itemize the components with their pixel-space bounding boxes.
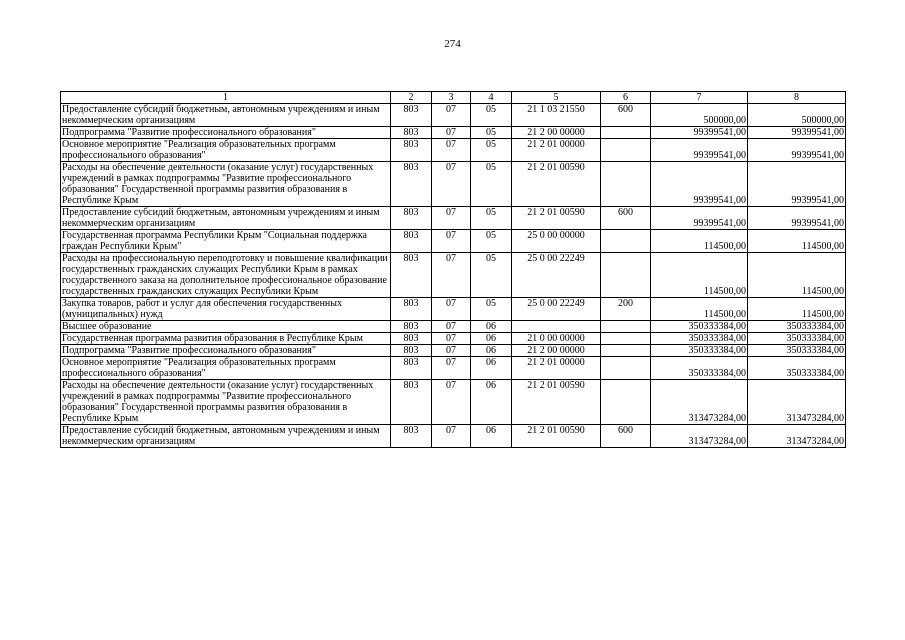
row-amount-cell: 313473284,00	[748, 425, 846, 448]
table-row	[61, 139, 846, 162]
row-code-cell: 803	[391, 380, 432, 425]
row-amount-cell: 500000,00	[748, 104, 846, 127]
row-code-cell	[601, 230, 651, 253]
row-amount-cell: 99399541,00	[651, 139, 748, 162]
table-row	[61, 345, 846, 357]
row-code-cell: 21 1 03 21550	[512, 104, 601, 127]
table-row	[61, 333, 846, 345]
row-code-cell	[601, 253, 651, 298]
table-row	[61, 425, 846, 448]
row-name-cell: Основное мероприятие "Реализация образовательных программ профессионального образования"	[61, 139, 391, 162]
row-name-cell: Подпрограмма "Развитие профессионального образования"	[61, 127, 391, 139]
row-amount-cell: 350333384,00	[651, 333, 748, 345]
row-amount-cell: 350333384,00	[748, 321, 846, 333]
row-amount-cell: 350333384,00	[748, 333, 846, 345]
row-code-cell: 06	[471, 333, 512, 345]
row-code-cell: 07	[432, 230, 471, 253]
table-row	[61, 380, 846, 425]
row-amount-cell: 313473284,00	[651, 425, 748, 448]
row-code-cell: 600	[601, 207, 651, 230]
row-code-cell	[512, 321, 601, 333]
row-code-cell: 05	[471, 127, 512, 139]
row-code-cell	[601, 127, 651, 139]
row-amount-cell: 114500,00	[748, 253, 846, 298]
row-code-cell: 05	[471, 162, 512, 207]
row-code-cell: 21 2 01 00590	[512, 425, 601, 448]
column-header: 2	[391, 92, 432, 104]
row-code-cell: 21 2 00 00000	[512, 345, 601, 357]
row-code-cell: 07	[432, 104, 471, 127]
row-name-cell: Закупка товаров, работ и услуг для обеспечения государственных (муниципальных) нужд	[61, 298, 391, 321]
row-name-cell: Расходы на профессиональную переподготовку и повышение квалификации государственных гражданских служащих Республики Крым в рамках государственного заказа на дополнительное профессиональное образование государственных гражданских служащих Республики Крым	[61, 253, 391, 298]
row-code-cell: 25 0 00 00000	[512, 230, 601, 253]
column-header: 6	[601, 92, 651, 104]
row-code-cell	[601, 162, 651, 207]
row-code-cell: 803	[391, 357, 432, 380]
row-code-cell	[601, 380, 651, 425]
row-name-cell: Основное мероприятие "Реализация образовательных программ профессионального образования"	[61, 357, 391, 380]
table-row	[61, 207, 846, 230]
row-code-cell: 06	[471, 357, 512, 380]
row-code-cell: 07	[432, 425, 471, 448]
row-amount-cell: 114500,00	[651, 298, 748, 321]
row-code-cell: 07	[432, 345, 471, 357]
table-row	[61, 127, 846, 139]
row-code-cell: 803	[391, 230, 432, 253]
table-row	[61, 357, 846, 380]
row-name-cell: Предоставление субсидий бюджетным, автономным учреждениям и иным некоммерческим организациям	[61, 425, 391, 448]
row-code-cell: 21 2 01 00590	[512, 207, 601, 230]
row-code-cell	[601, 333, 651, 345]
row-code-cell: 803	[391, 162, 432, 207]
row-name-cell: Высшее образование	[61, 321, 391, 333]
row-code-cell: 07	[432, 298, 471, 321]
row-code-cell: 803	[391, 333, 432, 345]
row-code-cell: 05	[471, 230, 512, 253]
row-code-cell: 07	[432, 139, 471, 162]
row-code-cell: 803	[391, 253, 432, 298]
table-row	[61, 162, 846, 207]
row-name-cell: Расходы на обеспечение деятельности (оказание услуг) государственных учреждений в рамках подпрограммы "Развитие профессионального образования" Государственной программы развития образования в Республике Крым	[61, 380, 391, 425]
row-code-cell	[601, 357, 651, 380]
row-code-cell: 21 2 01 00000	[512, 357, 601, 380]
row-code-cell: 600	[601, 425, 651, 448]
page-number: 274	[444, 38, 461, 50]
row-name-cell: Расходы на обеспечение деятельности (оказание услуг) государственных учреждений в рамках подпрограммы "Развитие профессионального образования" Государственной программы развития образования в Республике Крым	[61, 162, 391, 207]
row-amount-cell: 99399541,00	[651, 162, 748, 207]
row-code-cell: 21 2 01 00590	[512, 162, 601, 207]
row-amount-cell: 313473284,00	[748, 380, 846, 425]
row-amount-cell: 114500,00	[651, 230, 748, 253]
row-amount-cell: 350333384,00	[748, 357, 846, 380]
row-code-cell: 07	[432, 253, 471, 298]
row-name-cell: Государственная программа развития образования в Республике Крым	[61, 333, 391, 345]
row-code-cell	[601, 139, 651, 162]
row-code-cell: 803	[391, 425, 432, 448]
row-amount-cell: 350333384,00	[651, 345, 748, 357]
row-code-cell: 600	[601, 104, 651, 127]
row-amount-cell: 99399541,00	[748, 207, 846, 230]
column-header: 4	[471, 92, 512, 104]
row-amount-cell: 99399541,00	[651, 207, 748, 230]
row-code-cell: 07	[432, 321, 471, 333]
row-name-cell: Государственная программа Республики Крым "Социальная поддержка граждан Республики Крым"	[61, 230, 391, 253]
table-row	[61, 230, 846, 253]
column-header: 3	[432, 92, 471, 104]
row-amount-cell: 99399541,00	[748, 139, 846, 162]
row-name-cell: Предоставление субсидий бюджетным, автономным учреждениям и иным некоммерческим организациям	[61, 207, 391, 230]
column-header: 7	[651, 92, 748, 104]
row-code-cell: 05	[471, 253, 512, 298]
row-code-cell	[601, 321, 651, 333]
row-code-cell: 07	[432, 127, 471, 139]
row-code-cell: 07	[432, 162, 471, 207]
row-code-cell: 05	[471, 139, 512, 162]
row-code-cell: 06	[471, 321, 512, 333]
row-name-cell: Подпрограмма "Развитие профессионального образования"	[61, 345, 391, 357]
row-code-cell: 803	[391, 207, 432, 230]
column-header: 8	[748, 92, 846, 104]
row-code-cell: 21 0 00 00000	[512, 333, 601, 345]
row-name-cell: Предоставление субсидий бюджетным, автономным учреждениям и иным некоммерческим организациям	[61, 104, 391, 127]
table-row	[61, 298, 846, 321]
row-code-cell: 06	[471, 345, 512, 357]
row-amount-cell: 350333384,00	[651, 321, 748, 333]
table-header-row	[61, 92, 846, 104]
row-amount-cell: 350333384,00	[651, 357, 748, 380]
row-code-cell: 803	[391, 298, 432, 321]
row-code-cell: 05	[471, 207, 512, 230]
row-code-cell: 21 2 00 00000	[512, 127, 601, 139]
table-row	[61, 253, 846, 298]
row-code-cell: 803	[391, 104, 432, 127]
row-amount-cell: 99399541,00	[651, 127, 748, 139]
column-header: 5	[512, 92, 601, 104]
row-code-cell	[601, 345, 651, 357]
row-amount-cell: 500000,00	[651, 104, 748, 127]
row-code-cell: 200	[601, 298, 651, 321]
row-code-cell: 07	[432, 333, 471, 345]
column-header: 1	[61, 92, 391, 104]
row-code-cell: 07	[432, 380, 471, 425]
table-row	[61, 321, 846, 333]
budget-table	[60, 91, 846, 448]
row-code-cell: 06	[471, 425, 512, 448]
row-amount-cell: 350333384,00	[748, 345, 846, 357]
row-code-cell: 05	[471, 298, 512, 321]
row-code-cell: 07	[432, 357, 471, 380]
row-code-cell: 07	[432, 207, 471, 230]
row-amount-cell: 99399541,00	[748, 127, 846, 139]
row-amount-cell: 114500,00	[748, 230, 846, 253]
row-amount-cell: 99399541,00	[748, 162, 846, 207]
table-body	[61, 104, 846, 448]
row-code-cell: 21 2 01 00000	[512, 139, 601, 162]
row-amount-cell: 313473284,00	[651, 380, 748, 425]
row-code-cell: 803	[391, 321, 432, 333]
row-amount-cell: 114500,00	[651, 253, 748, 298]
row-code-cell: 21 2 01 00590	[512, 380, 601, 425]
row-amount-cell: 114500,00	[748, 298, 846, 321]
row-code-cell: 803	[391, 345, 432, 357]
row-code-cell: 803	[391, 139, 432, 162]
row-code-cell: 803	[391, 127, 432, 139]
row-code-cell: 06	[471, 380, 512, 425]
row-code-cell: 25 0 00 22249	[512, 253, 601, 298]
row-code-cell: 25 0 00 22249	[512, 298, 601, 321]
row-code-cell: 05	[471, 104, 512, 127]
table-row	[61, 104, 846, 127]
